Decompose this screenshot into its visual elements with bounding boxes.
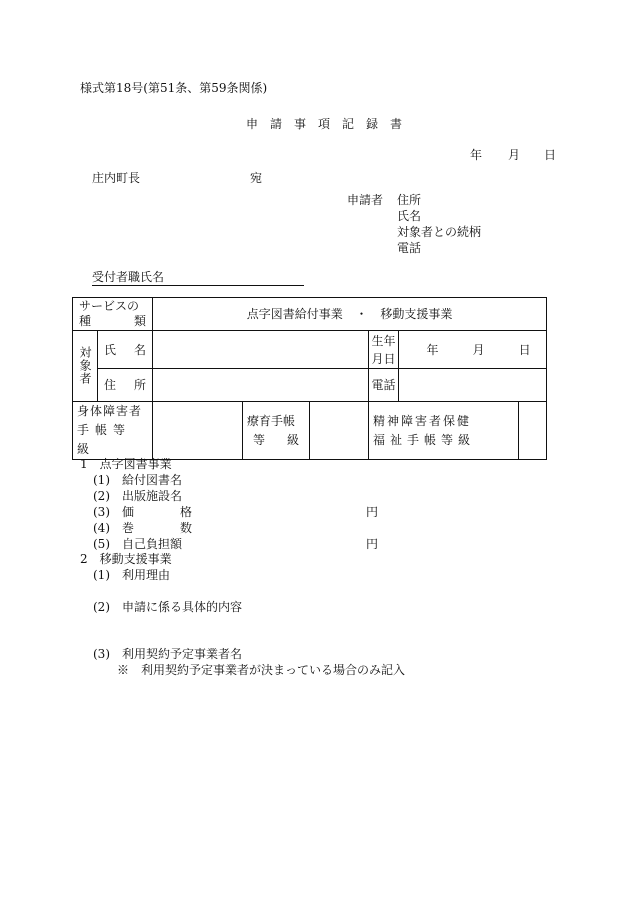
birth-day: 日: [518, 342, 531, 357]
rehab-label-line2-b: 級: [287, 432, 300, 447]
section2-heading: 2 移動支援事業: [80, 552, 172, 566]
section1-item-4: [93, 522, 192, 534]
section1-item-5-unit: 円: [366, 537, 379, 551]
birth-label-cell: [369, 331, 399, 369]
birth-value-cell: [399, 331, 547, 369]
applicant-address-label: 住所: [397, 193, 422, 207]
physical-label-line1: 身体障害者: [77, 404, 143, 418]
rehab-label-cell: [243, 402, 310, 460]
section1-heading: 1 点字図書事業: [80, 457, 172, 471]
document-title: 申請事項記録書: [246, 117, 415, 131]
rehab-label-line1: 療育手帳: [247, 413, 296, 428]
mental-value-cell: [519, 402, 547, 460]
birth-year: 年: [426, 342, 439, 357]
receiver-label: 受付者職氏名: [92, 270, 165, 284]
birth-label-line1: 生年: [371, 333, 396, 348]
mental-label-cell: [369, 402, 519, 460]
date-month: 月: [508, 148, 521, 162]
section1-item-1: (1) 給付図書名: [93, 473, 182, 487]
applicant-relation-label: 対象者との続柄: [397, 225, 482, 239]
section2-item-2: (2) 申請に係る具体的内容: [93, 600, 242, 614]
service-type-line2-b: 類: [134, 314, 147, 328]
applicant-phone-label: 電話: [397, 241, 422, 255]
section1-item-3: [93, 506, 192, 518]
service-a: 点字図書給付事業: [246, 307, 343, 321]
section1-item-5: (5) 自己負担額: [93, 537, 182, 551]
name-label-b: 名: [134, 342, 147, 357]
address-label-cell: [98, 369, 153, 402]
service-b: 移動支援事業: [380, 307, 453, 321]
rehab-label-line2-a: 等: [253, 432, 266, 447]
addressee-suffix: 宛: [250, 171, 263, 185]
service-type-header: [73, 298, 153, 331]
physical-label-cell: [73, 402, 153, 460]
phone-value-cell: [399, 369, 547, 402]
service-type-line2-a: 種: [79, 314, 92, 328]
section1-item-4-label-b: 数: [180, 521, 193, 535]
address-label-b: 所: [134, 378, 147, 392]
subject-label: 対象者: [78, 345, 92, 385]
rehab-value-cell: [310, 402, 369, 460]
date-day: 日: [544, 148, 557, 162]
applicant-name-label: 氏名: [397, 209, 422, 223]
name-label-a: 氏: [104, 342, 117, 357]
section1-item-4-label-a: (4) 巻: [93, 521, 134, 535]
birth-label-line2: 月日: [371, 351, 396, 366]
section2-item-3: (3) 利用契約予定事業者名: [93, 647, 242, 661]
section1-item-3-label-b: 格: [180, 505, 193, 519]
receiver-line: [92, 271, 304, 286]
mental-label-line2: 福祉手帳等級: [373, 432, 476, 447]
section1-item-3-unit: 円: [366, 505, 379, 519]
service-separator: ・: [355, 307, 368, 321]
name-value-cell: [153, 331, 369, 369]
service-type-line1: サービスの: [79, 299, 140, 313]
service-type-value: [153, 298, 547, 331]
section2-item-1: (1) 利用理由: [93, 568, 170, 582]
service-form-table: [72, 297, 547, 460]
phone-label-cell: [369, 369, 399, 402]
physical-label-line2: 手帳等級: [77, 423, 132, 456]
section2-note: ※ 利用契約予定事業者が決まっている場合のみ記入: [117, 663, 406, 677]
addressee: 庄内町長: [92, 171, 141, 185]
address-value-cell: [153, 369, 369, 402]
address-label-a: 住: [104, 378, 117, 392]
section1-item-3-label-a: (3) 価: [93, 505, 134, 519]
subject-cell: [73, 331, 98, 402]
section1-item-2: (2) 出版施設名: [93, 489, 182, 503]
applicant-label: 申請者: [347, 193, 384, 207]
physical-value-cell: [153, 402, 243, 460]
birth-month: 月: [472, 342, 485, 357]
form-number: 様式第18号(第51条、第59条関係): [80, 81, 268, 95]
mental-label-line1: 精神障害者保健: [373, 413, 472, 428]
phone-label: 電話: [371, 378, 396, 392]
date-year: 年: [470, 148, 483, 162]
name-label-cell: [98, 331, 153, 369]
